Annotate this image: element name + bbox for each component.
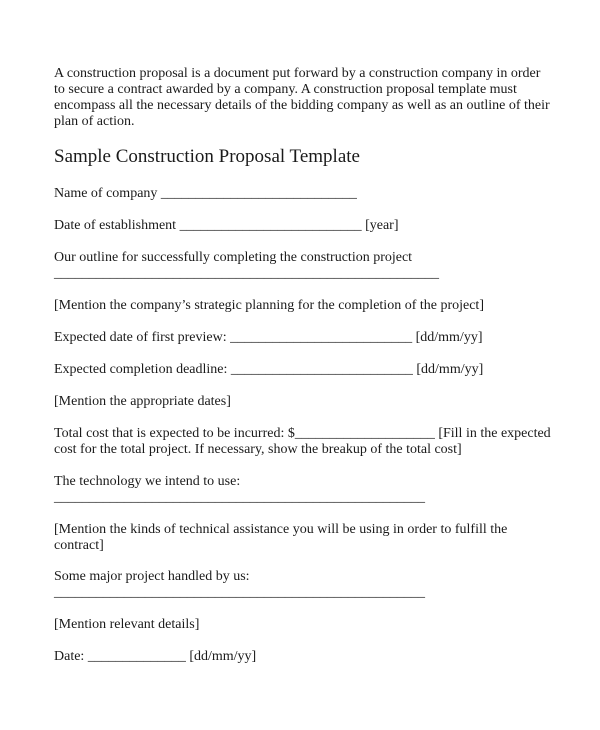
total-cost-line: Total cost that is expected to be incurred: $____________________ [Fill in the expected cost for the total project. If necessary, show the breakup of the total cost] xyxy=(54,426,551,457)
dates-note: [Mention the appropriate dates] xyxy=(54,394,231,409)
intro-paragraph: A construction proposal is a document put forward by a construction company in order to secure a contract awarded by a company. A construction proposal template must encompass all the necessary details of the bidding company as well as an outline of their plan of action. xyxy=(54,66,550,129)
technology-line: The technology we intend to use: xyxy=(54,474,241,489)
company-name-line: Name of company ____________________________ xyxy=(54,186,357,201)
technical-assistance-note: [Mention the kinds of technical assistance you will be using in order to fulfill the contract] xyxy=(54,522,508,553)
date-line: Date: ______________ [dd/mm/yy] xyxy=(54,649,257,664)
technology-blank-line: _____________________________________________________ xyxy=(54,490,425,505)
completion-deadline-line: Expected completion deadline: __________________________ [dd/mm/yy] xyxy=(54,362,484,377)
outline-blank-line: _______________________________________________________ xyxy=(54,266,439,281)
relevant-details-note: [Mention relevant details] xyxy=(54,617,200,632)
page-title: Sample Construction Proposal Template xyxy=(54,146,360,167)
establishment-date-line: Date of establishment __________________________ [year] xyxy=(54,218,399,233)
strategic-planning-note: [Mention the company’s strategic planning for the completion of the project] xyxy=(54,298,484,313)
first-preview-line: Expected date of first preview: __________________________ [dd/mm/yy] xyxy=(54,330,483,345)
outline-line: Our outline for successfully completing the construction project xyxy=(54,250,413,265)
major-project-line: Some major project handled by us: xyxy=(54,569,250,584)
major-project-blank-line: _____________________________________________________ xyxy=(54,585,425,600)
